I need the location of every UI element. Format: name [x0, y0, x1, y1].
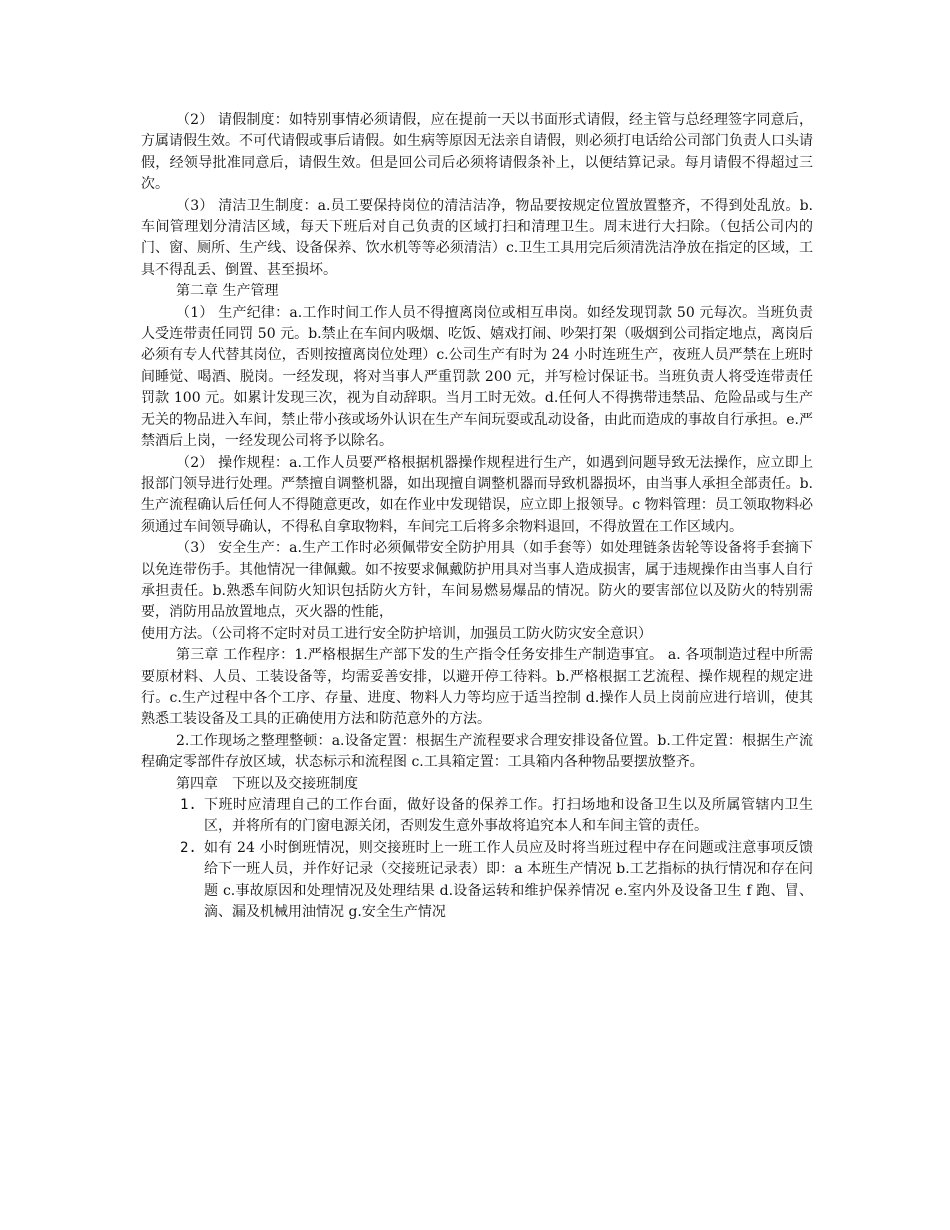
production-discipline-paragraph: （1） 生产纪律：a.工作时间工作人员不得擅离岗位或相互串岗。如经发现罚款 50 元每次。当班负责人受连带责任同罚 50 元。b.禁止在车间内吸烟、吃饭、嬉戏打闹、吵架打架（吸烟到公司指定地点，离岗后必须有专人代替其岗位，否则按擅离岗位处理）c.公司生产有时为 24 小时连班生产，夜班人员严禁在上班时间睡觉、喝酒、脱岗。一经发现，将对当事人严重罚款 200 元，并写检讨保证书。当班负责人将受连带责任罚款 100 元。如累计发现三次，视为自动辞职。当月工时无效。d.任何人不得携带违禁品、危险品或与生产无关的物品进入车间，禁止带小孩或场外认识在生产车间玩耍或乱动设备，由此而造成的事故自行承担。e.严禁酒后上岗，一经发现公司将予以除名。: [141, 304, 813, 450]
list-number: 1.: [180, 797, 197, 813]
document-body: [141, 110, 813, 923]
operating-rules-paragraph: （2） 操作规程：a.工作人员要严格根据机器操作规程进行生产，如遇到问题导致无法操作，应立即上报部门领导进行处理。严禁擅自调整机器，如出现擅自调整机器而导致机器损坏，由当事人承担全部责任。b.生产流程确认后任何人不得随意更改，如在作业中发现错误，应立即上报领导。c 物料管理：员工领取物料必须通过车间领导确认，不得私自拿取物料，车间完工后将多余物料退回，不得放置在工作区域内。: [141, 454, 813, 535]
usage-method-paragraph: 使用方法。（公司将不定时对员工进行安全防护培训，加强员工防火防灾安全意识）: [141, 625, 652, 642]
chapter-2-heading: 第二章 生产管理: [176, 283, 279, 300]
safety-production-paragraph: （3） 安全生产：a.生产工作时必须佩带安全防护用具（如手套等）如处理链条齿轮等设备将手套摘下以免连带伤手。其他情况一律佩戴。如不按要求佩戴防护用具对当事人造成损害，属于违规操作由当事人自行承担责任。b.熟悉车间防火知识包括防火方针，车间易燃易爆品的情况。防火的要害部位以及防火的特别需要，消防用品放置地点，灭火器的性能，: [141, 540, 813, 621]
leave-policy-paragraph: （2） 请假制度：如特别事情必须请假，应在提前一天以书面形式请假，经主管与总经理签字同意后，方属请假生效。不可代请假或事后请假。如生病等原因无法亲自请假，则必须打电话给公司部门负责人口头请假，经领导批准同意后，请假生效。但是回公司后必须将请假条补上，以便结算记录。每月请假不得超过三次。: [141, 112, 813, 193]
chapter-3-paragraph: 第三章 工作程序：1.严格根据生产部下发的生产指令任务安排生产制造事宜。 a. 各项制造过程中所需要原材料、人员、工装设备等，均需妥善安排，以避开停工待料。b.严格根据工艺流程、操作规程的规定进行。c.生产过程中各个工序、存量、进度、物料人力等均应于适当控制 d.操作人员上岗前应进行培训，使其熟悉工装设备及工具的正确使用方法和防范意外的方法。: [141, 647, 813, 728]
list-item-text: 如有 24 小时倒班情况，则交接班时上一班工作人员应及时将当班过程中存在问题或注意事项反馈给下一班人员，并作好记录（交接班记录表）即：a 本班生产情况 b.工艺指标的执行情况和存在问题 c.事故原因和处理情况及处理结果 d.设备运转和维护保养情况 e.室内外及设备卫生 f 跑、冒、滴、漏及机械用油情况 g.安全生产情况: [204, 839, 813, 921]
chapter-4-heading: 第四章 下班以及交接班制度: [176, 775, 358, 792]
cleaning-policy-paragraph: （3） 清洁卫生制度：a.员工要保持岗位的清洁洁净，物品要按规定位置放置整齐，不得到处乱放。b.车间管理划分清洁区域，每天下班后对自己负责的区域打扫和清理卫生。周末进行大扫除。（包括公司内的门、窗、厕所、生产线、设备保养、饮水机等等必须清洁）c.卫生工具用完后须清洗洁净放在指定的区域，工具不得乱丢、倒置、甚至损坏。: [141, 197, 813, 278]
list-number: 2.: [180, 839, 197, 856]
list-item: [141, 838, 813, 924]
list-item-text: 下班时应清理自己的工作台面，做好设备的保养工作。打扫场地和设备卫生以及所属管辖内卫生区，并将所有的门窗电源关闭，否则发生意外事故将追究本人和车间主管的责任。: [204, 797, 813, 835]
workplace-organization-paragraph: 2.工作现场之整理整顿：a.设备定置：根据生产流程要求合理安排设备位置。b.工件定置：根据生产流程确定零部件存放区域，状态标示和流程图 c.工具箱定置：工具箱内各种物品要摆放整齐。: [141, 732, 813, 771]
list-item: [141, 795, 813, 838]
